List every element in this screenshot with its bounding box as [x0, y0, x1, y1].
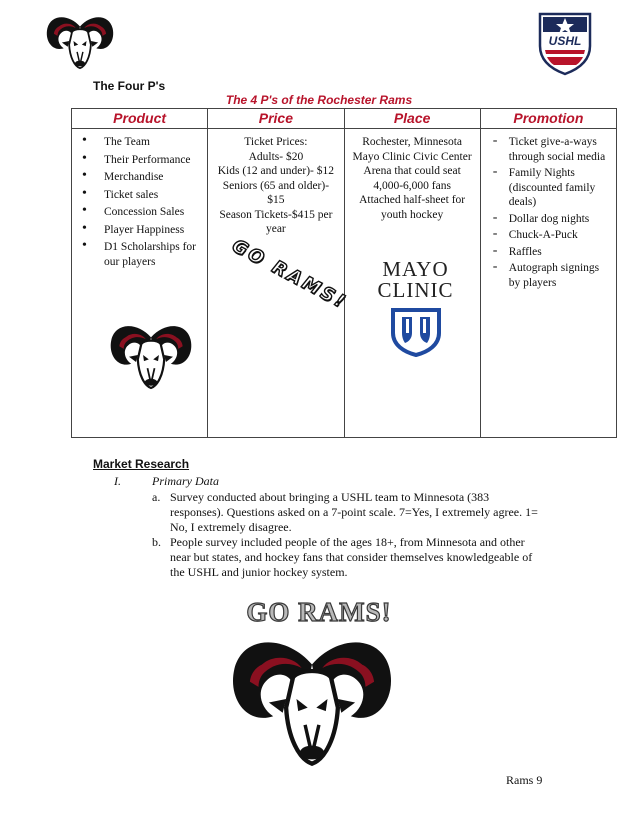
primary-data-label: Primary Data — [152, 474, 219, 488]
list-item: - Raffles — [487, 245, 610, 260]
place-line: Mayo Clinic Civic Center — [352, 150, 472, 163]
list-item: • Player Happiness — [78, 223, 201, 238]
list-item: - Family Nights (discounted family deals) — [487, 166, 610, 210]
list-item: • The Team — [78, 135, 201, 150]
survey-population: People survey included people of the ages 18+, from Minnesota and other near but states, and hockey fans that consider themselves knowledgeable of the USHL and junior hockey system. — [170, 535, 533, 579]
outline-letter-b: b. — [152, 535, 161, 549]
place-column — [345, 109, 481, 437]
list-item: • Merchandise — [78, 170, 201, 185]
go-rams-banner: GO RAMS! — [246, 597, 392, 627]
place-details — [345, 129, 480, 222]
outline-numeral: I. — [114, 474, 121, 488]
list-item: - Autograph signings by players — [487, 261, 610, 290]
promotion-list — [487, 135, 610, 290]
list-item: • Their Performance — [78, 153, 201, 168]
price-line: Ticket Prices: — [244, 136, 308, 148]
price-line: Adults- $20 — [248, 150, 304, 163]
ushl-shield-icon — [538, 12, 592, 76]
ram-head-icon — [107, 312, 195, 398]
promotion-heading: Promotion — [481, 109, 616, 129]
section-heading: The Four P's — [93, 79, 166, 93]
list-item: - Ticket give-a-ways through social media — [487, 135, 610, 164]
product-heading: Product — [72, 109, 207, 129]
place-heading: Place — [345, 109, 480, 129]
product-column — [72, 109, 208, 437]
market-research-heading: Market Research — [93, 457, 190, 471]
ram-head-icon — [222, 630, 402, 768]
mayo-clinic-logo — [371, 259, 461, 357]
list-item: - Chuck-A-Puck — [487, 228, 610, 243]
go-rams-stamp: GO RAMS! — [228, 235, 351, 314]
clinic-logo-text: CLINIC — [377, 278, 454, 302]
promotion-column — [481, 109, 616, 437]
ram-head-icon — [38, 12, 122, 70]
mayo-clinic-shield-icon — [390, 307, 442, 357]
page-number: Rams 9 — [506, 773, 543, 787]
ushl-logo-text: USHL — [548, 34, 582, 48]
list-item: • Concession Sales — [78, 205, 201, 220]
list-item: • D1 Scholarships for our players — [78, 240, 201, 269]
product-list — [78, 135, 201, 269]
list-item: • Ticket sales — [78, 188, 201, 203]
place-line: Attached half-sheet for youth hockey — [359, 194, 466, 221]
price-line: Kids (12 and under)- $12 — [217, 165, 334, 177]
list-item: - Dollar dog nights — [487, 212, 610, 227]
price-line: Seniors (65 and older)- $15 — [222, 179, 330, 206]
mayo-logo-text: MAYO — [382, 257, 449, 281]
price-line: Season Tickets-$415 per year — [219, 208, 333, 235]
price-details — [208, 129, 343, 237]
place-line: Rochester, Minnesota — [362, 136, 463, 148]
price-column — [208, 109, 351, 437]
four-ps-table — [71, 108, 617, 438]
outline-letter-a: a. — [152, 490, 161, 504]
survey-description: Survey conducted about bringing a USHL team to Minnesota (383 responses). Questions asked on a 7-point scale. 7=Yes, I extremely agree. 1= No, I extremely disagree. — [170, 490, 538, 534]
table-title: The 4 P's of the Rochester Rams — [225, 93, 413, 107]
price-heading: Price — [208, 109, 343, 129]
place-line: Arena that could seat 4,000-6,000 fans — [363, 165, 461, 192]
